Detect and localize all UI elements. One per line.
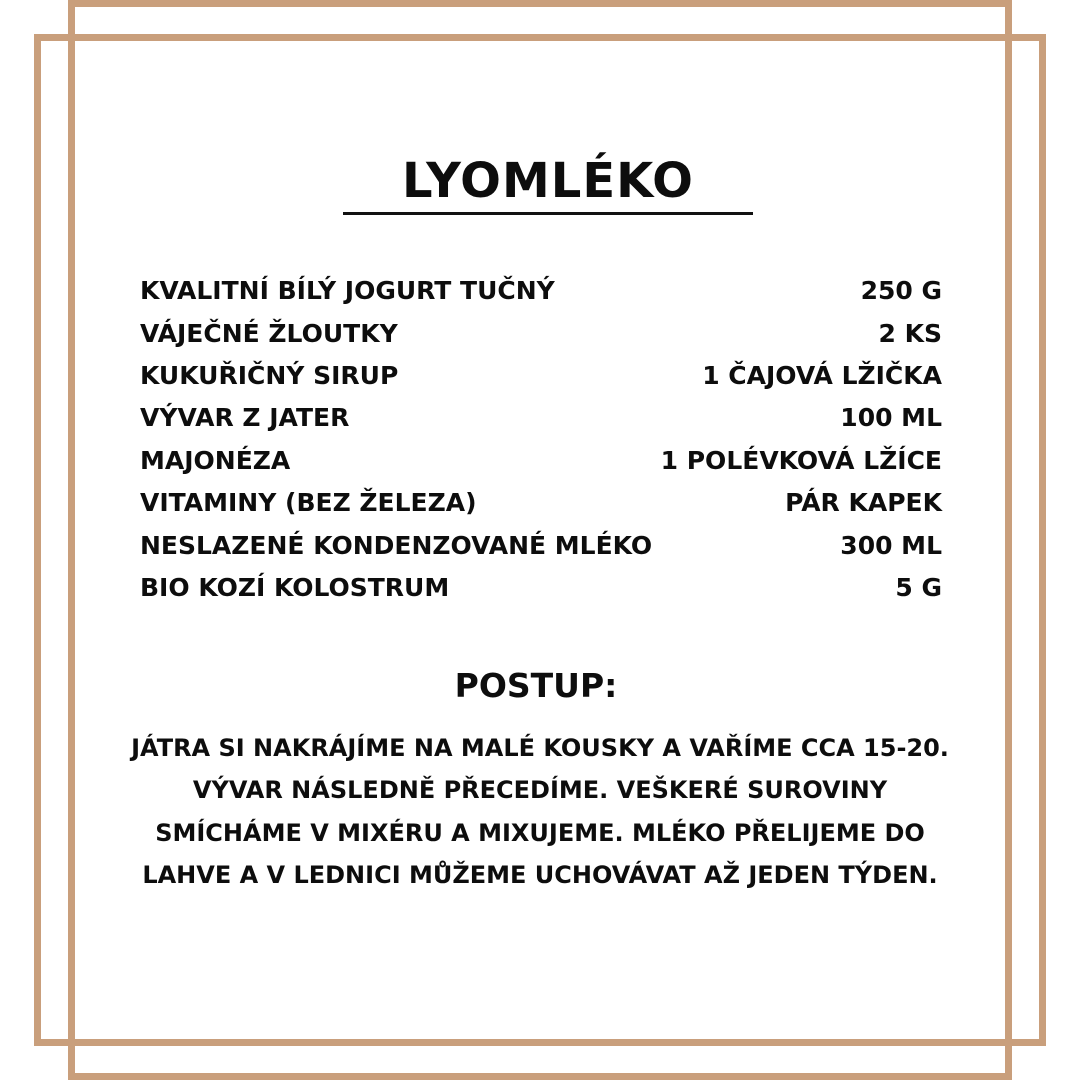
ingredient-name: VÝVAR Z JATER: [140, 403, 350, 433]
ingredient-row: [140, 355, 942, 397]
ingredient-name: KVALITNÍ BÍLÝ JOGURT TUČNÝ: [140, 276, 555, 306]
ingredient-list: [140, 270, 942, 609]
ingredient-row: [140, 440, 942, 482]
ingredient-amount: 250 G: [860, 276, 942, 306]
ingredient-name: VITAMINY (BEZ ŽELEZA): [140, 488, 477, 518]
ingredient-row: [140, 270, 942, 312]
ingredient-amount: 1 ČAJOVÁ LŽIČKA: [702, 360, 942, 390]
recipe-title: LYOMLÉKO: [402, 153, 694, 209]
ingredient-row: [140, 567, 942, 609]
method-text: JÁTRA SI NAKRÁJÍME NA MALÉ KOUSKY A VAŘÍME CCA 15-20. VÝVAR NÁSLEDNĚ PŘECEDÍME. VEŠKERÉ SUROVINY SMÍCHÁME V MIXÉRU A MIXUJEME. MLÉKO PŘELIJEME DO LAHVE A V LEDNICI MŮŽEME UCHOVÁVAT AŽ JEDEN TÝDEN.: [131, 734, 949, 889]
ingredient-name: KUKUŘIČNÝ SIRUP: [140, 360, 399, 390]
ingredient-row: [140, 397, 942, 439]
ingredient-row: [140, 524, 942, 566]
ingredient-amount: 1 POLÉVKOVÁ LŽÍCE: [660, 445, 942, 475]
ingredient-name: NESLAZENÉ KONDENZOVANÉ MLÉKO: [140, 530, 653, 560]
ingredient-name: BIO KOZÍ KOLOSTRUM: [140, 572, 450, 602]
ingredient-amount: PÁR KAPEK: [785, 488, 942, 518]
ingredient-row: [140, 312, 942, 354]
ingredient-amount: 100 ML: [840, 403, 942, 433]
ingredient-amount: 300 ML: [840, 530, 942, 560]
ingredient-name: VÁJEČNÉ ŽLOUTKY: [140, 318, 398, 348]
ingredient-amount: 2 KS: [878, 318, 942, 348]
ingredient-amount: 5 G: [895, 572, 942, 602]
ingredient-name: MAJONÉZA: [140, 445, 291, 475]
title-underline: [343, 212, 753, 215]
method-heading: POSTUP:: [454, 666, 618, 705]
ingredient-row: [140, 482, 942, 524]
